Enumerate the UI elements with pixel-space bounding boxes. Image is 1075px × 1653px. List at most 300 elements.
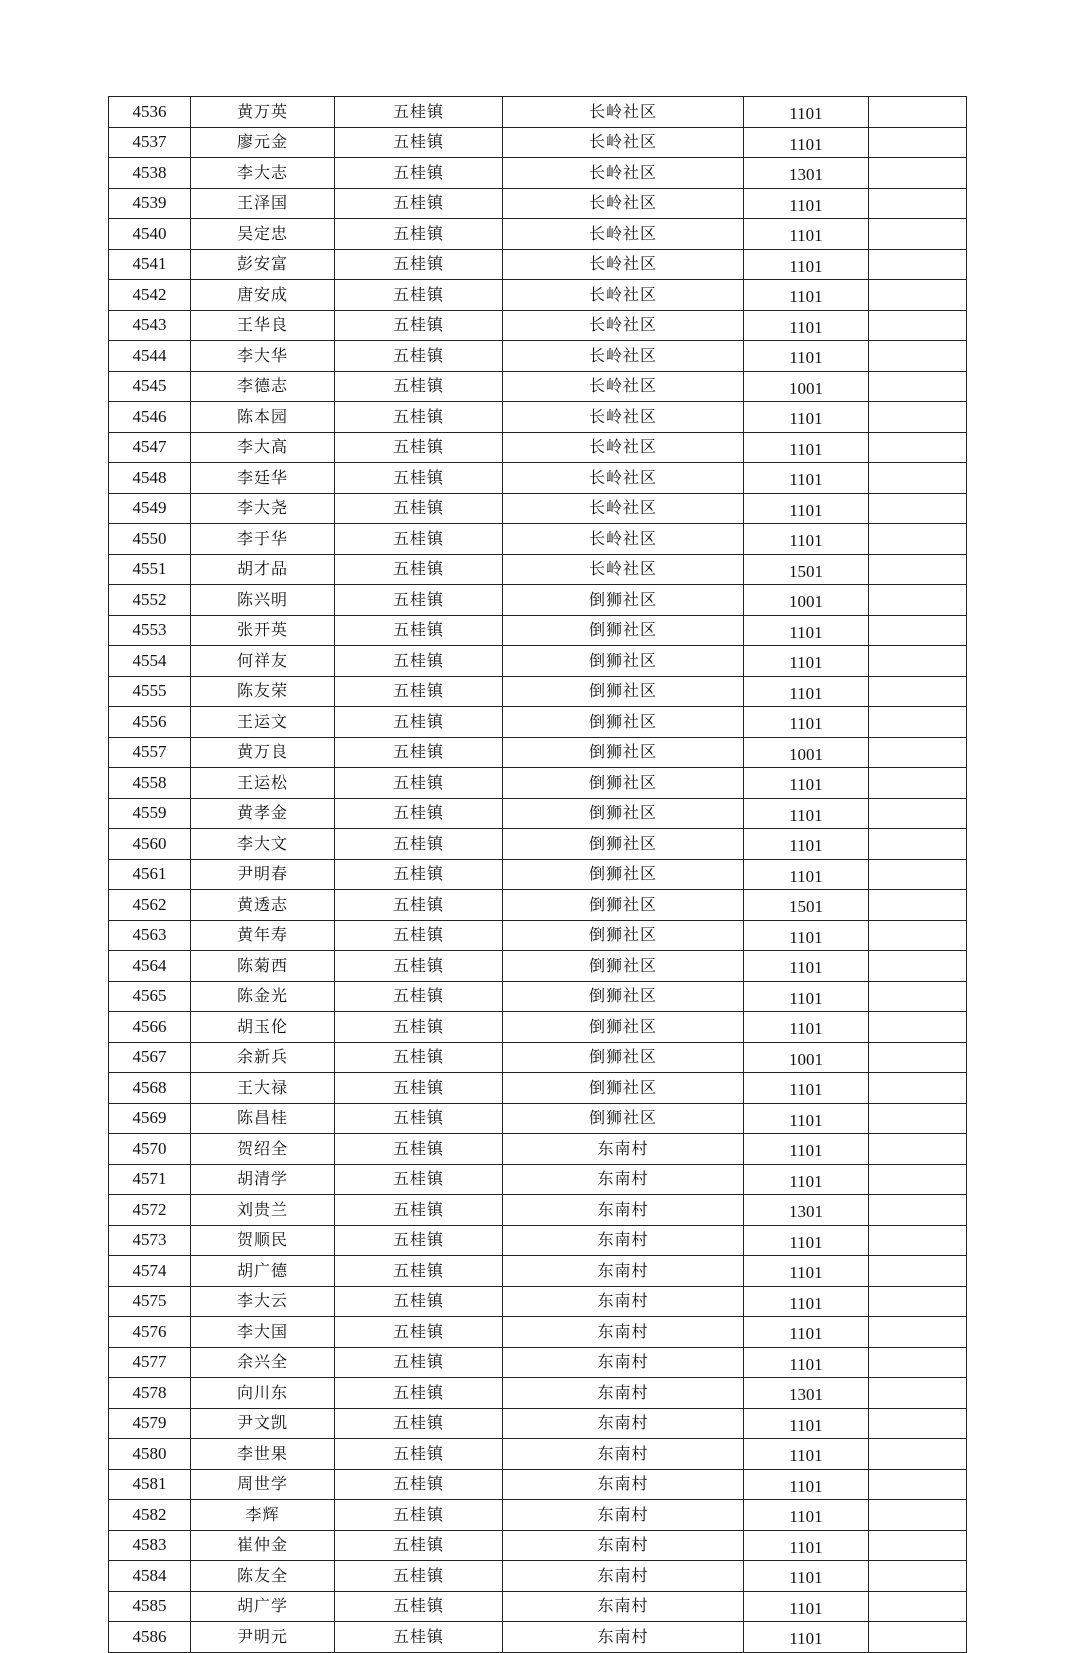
code-cell: 1301 xyxy=(744,1378,869,1409)
code-cell: 1101 xyxy=(744,1225,869,1256)
code-cell: 1501 xyxy=(744,890,869,921)
table-row xyxy=(109,1042,967,1073)
town-cell: 五桂镇 xyxy=(335,920,503,951)
code-cell: 1101 xyxy=(744,463,869,494)
code-cell: 1001 xyxy=(744,737,869,768)
note-cell xyxy=(869,1378,967,1409)
community-cell: 倒狮社区 xyxy=(503,981,744,1012)
town-cell: 五桂镇 xyxy=(335,188,503,219)
table-row xyxy=(109,1073,967,1104)
town-cell: 五桂镇 xyxy=(335,127,503,158)
name-cell: 胡玉伦 xyxy=(191,1012,335,1043)
note-cell xyxy=(869,463,967,494)
note-cell xyxy=(869,1561,967,1592)
code-cell: 1101 xyxy=(744,97,869,128)
name-cell: 陈昌桂 xyxy=(191,1103,335,1134)
town-cell: 五桂镇 xyxy=(335,1622,503,1653)
code-cell: 1101 xyxy=(744,1439,869,1470)
row-number-cell: 4536 xyxy=(109,97,191,128)
name-cell: 周世学 xyxy=(191,1469,335,1500)
town-cell: 五桂镇 xyxy=(335,1530,503,1561)
row-number-cell: 4554 xyxy=(109,646,191,677)
town-cell: 五桂镇 xyxy=(335,371,503,402)
community-cell: 倒狮社区 xyxy=(503,951,744,982)
code-cell: 1101 xyxy=(744,1256,869,1287)
row-number-cell: 4549 xyxy=(109,493,191,524)
note-cell xyxy=(869,890,967,921)
town-cell: 五桂镇 xyxy=(335,951,503,982)
note-cell xyxy=(869,158,967,189)
note-cell xyxy=(869,676,967,707)
code-cell: 1101 xyxy=(744,1164,869,1195)
name-cell: 陈菊西 xyxy=(191,951,335,982)
note-cell xyxy=(869,1256,967,1287)
name-cell: 胡广学 xyxy=(191,1591,335,1622)
row-number-cell: 4584 xyxy=(109,1561,191,1592)
town-cell: 五桂镇 xyxy=(335,1225,503,1256)
name-cell: 黄年寿 xyxy=(191,920,335,951)
name-cell: 李廷华 xyxy=(191,463,335,494)
town-cell: 五桂镇 xyxy=(335,615,503,646)
name-cell: 向川东 xyxy=(191,1378,335,1409)
town-cell: 五桂镇 xyxy=(335,1378,503,1409)
name-cell: 王大禄 xyxy=(191,1073,335,1104)
table-row xyxy=(109,1347,967,1378)
community-cell: 倒狮社区 xyxy=(503,768,744,799)
note-cell xyxy=(869,280,967,311)
town-cell: 五桂镇 xyxy=(335,1469,503,1500)
note-cell xyxy=(869,493,967,524)
row-number-cell: 4567 xyxy=(109,1042,191,1073)
row-number-cell: 4583 xyxy=(109,1530,191,1561)
community-cell: 倒狮社区 xyxy=(503,920,744,951)
table-row xyxy=(109,158,967,189)
community-cell: 倒狮社区 xyxy=(503,1012,744,1043)
name-cell: 李于华 xyxy=(191,524,335,555)
table-row xyxy=(109,1561,967,1592)
town-cell: 五桂镇 xyxy=(335,798,503,829)
town-cell: 五桂镇 xyxy=(335,768,503,799)
table-row xyxy=(109,1591,967,1622)
code-cell: 1101 xyxy=(744,1103,869,1134)
code-cell: 1101 xyxy=(744,249,869,280)
community-cell: 倒狮社区 xyxy=(503,615,744,646)
row-number-cell: 4576 xyxy=(109,1317,191,1348)
table-row xyxy=(109,798,967,829)
name-cell: 廖元金 xyxy=(191,127,335,158)
code-cell: 1101 xyxy=(744,1134,869,1165)
table-row xyxy=(109,1195,967,1226)
row-number-cell: 4537 xyxy=(109,127,191,158)
name-cell: 黄透志 xyxy=(191,890,335,921)
row-number-cell: 4574 xyxy=(109,1256,191,1287)
row-number-cell: 4566 xyxy=(109,1012,191,1043)
community-cell: 东南村 xyxy=(503,1408,744,1439)
table-row xyxy=(109,524,967,555)
community-cell: 倒狮社区 xyxy=(503,676,744,707)
town-cell: 五桂镇 xyxy=(335,676,503,707)
name-cell: 崔仲金 xyxy=(191,1530,335,1561)
note-cell xyxy=(869,371,967,402)
code-cell: 1101 xyxy=(744,1073,869,1104)
table-row xyxy=(109,310,967,341)
row-number-cell: 4563 xyxy=(109,920,191,951)
name-cell: 尹明春 xyxy=(191,859,335,890)
row-number-cell: 4546 xyxy=(109,402,191,433)
town-cell: 五桂镇 xyxy=(335,1408,503,1439)
table-row xyxy=(109,737,967,768)
code-cell: 1101 xyxy=(744,1408,869,1439)
table-row xyxy=(109,1530,967,1561)
row-number-cell: 4558 xyxy=(109,768,191,799)
name-cell: 黄万英 xyxy=(191,97,335,128)
note-cell xyxy=(869,1042,967,1073)
table-row xyxy=(109,646,967,677)
town-cell: 五桂镇 xyxy=(335,1195,503,1226)
community-cell: 倒狮社区 xyxy=(503,1103,744,1134)
row-number-cell: 4564 xyxy=(109,951,191,982)
code-cell: 1101 xyxy=(744,341,869,372)
note-cell xyxy=(869,127,967,158)
name-cell: 李辉 xyxy=(191,1500,335,1531)
note-cell xyxy=(869,1164,967,1195)
table-row xyxy=(109,1256,967,1287)
table-row xyxy=(109,1408,967,1439)
name-cell: 唐安成 xyxy=(191,280,335,311)
code-cell: 1101 xyxy=(744,798,869,829)
table-row xyxy=(109,585,967,616)
table-row xyxy=(109,676,967,707)
town-cell: 五桂镇 xyxy=(335,737,503,768)
name-cell: 王泽国 xyxy=(191,188,335,219)
name-cell: 余兴全 xyxy=(191,1347,335,1378)
name-cell: 贺绍全 xyxy=(191,1134,335,1165)
name-cell: 李大文 xyxy=(191,829,335,860)
table-row xyxy=(109,280,967,311)
note-cell xyxy=(869,1103,967,1134)
table-row xyxy=(109,249,967,280)
row-number-cell: 4550 xyxy=(109,524,191,555)
code-cell: 1101 xyxy=(744,1012,869,1043)
code-cell: 1101 xyxy=(744,1591,869,1622)
note-cell xyxy=(869,1134,967,1165)
note-cell xyxy=(869,432,967,463)
row-number-cell: 4577 xyxy=(109,1347,191,1378)
name-cell: 张开英 xyxy=(191,615,335,646)
town-cell: 五桂镇 xyxy=(335,1164,503,1195)
name-cell: 胡清学 xyxy=(191,1164,335,1195)
community-cell: 东南村 xyxy=(503,1561,744,1592)
community-cell: 倒狮社区 xyxy=(503,798,744,829)
community-cell: 东南村 xyxy=(503,1134,744,1165)
row-number-cell: 4575 xyxy=(109,1286,191,1317)
table-row xyxy=(109,615,967,646)
community-cell: 东南村 xyxy=(503,1622,744,1653)
name-cell: 何祥友 xyxy=(191,646,335,677)
note-cell xyxy=(869,341,967,372)
table-row xyxy=(109,402,967,433)
row-number-cell: 4582 xyxy=(109,1500,191,1531)
town-cell: 五桂镇 xyxy=(335,1500,503,1531)
name-cell: 黄孝金 xyxy=(191,798,335,829)
note-cell xyxy=(869,859,967,890)
note-cell xyxy=(869,646,967,677)
table-row xyxy=(109,1286,967,1317)
town-cell: 五桂镇 xyxy=(335,97,503,128)
row-number-cell: 4548 xyxy=(109,463,191,494)
town-cell: 五桂镇 xyxy=(335,1103,503,1134)
community-cell: 东南村 xyxy=(503,1347,744,1378)
code-cell: 1101 xyxy=(744,615,869,646)
row-number-cell: 4547 xyxy=(109,432,191,463)
community-cell: 长岭社区 xyxy=(503,493,744,524)
town-cell: 五桂镇 xyxy=(335,249,503,280)
row-number-cell: 4578 xyxy=(109,1378,191,1409)
name-cell: 李大高 xyxy=(191,432,335,463)
table-row xyxy=(109,1317,967,1348)
community-cell: 东南村 xyxy=(503,1378,744,1409)
name-cell: 陈友全 xyxy=(191,1561,335,1592)
table-row xyxy=(109,371,967,402)
code-cell: 1301 xyxy=(744,1195,869,1226)
name-cell: 陈本园 xyxy=(191,402,335,433)
code-cell: 1101 xyxy=(744,219,869,250)
roster-table xyxy=(108,96,967,1653)
community-cell: 东南村 xyxy=(503,1500,744,1531)
table-row xyxy=(109,554,967,585)
row-number-cell: 4570 xyxy=(109,1134,191,1165)
row-number-cell: 4539 xyxy=(109,188,191,219)
code-cell: 1501 xyxy=(744,554,869,585)
community-cell: 长岭社区 xyxy=(503,310,744,341)
name-cell: 陈友荣 xyxy=(191,676,335,707)
table-row xyxy=(109,1164,967,1195)
table-row xyxy=(109,219,967,250)
table-row xyxy=(109,432,967,463)
code-cell: 1101 xyxy=(744,1286,869,1317)
note-cell xyxy=(869,524,967,555)
row-number-cell: 4581 xyxy=(109,1469,191,1500)
row-number-cell: 4540 xyxy=(109,219,191,250)
code-cell: 1101 xyxy=(744,402,869,433)
note-cell xyxy=(869,768,967,799)
name-cell: 李大志 xyxy=(191,158,335,189)
code-cell: 1101 xyxy=(744,1317,869,1348)
row-number-cell: 4557 xyxy=(109,737,191,768)
note-cell xyxy=(869,1591,967,1622)
table-row xyxy=(109,97,967,128)
note-cell xyxy=(869,1408,967,1439)
name-cell: 黄万良 xyxy=(191,737,335,768)
note-cell xyxy=(869,1195,967,1226)
row-number-cell: 4569 xyxy=(109,1103,191,1134)
town-cell: 五桂镇 xyxy=(335,493,503,524)
row-number-cell: 4551 xyxy=(109,554,191,585)
code-cell: 1101 xyxy=(744,1469,869,1500)
community-cell: 长岭社区 xyxy=(503,97,744,128)
community-cell: 东南村 xyxy=(503,1286,744,1317)
table-row xyxy=(109,341,967,372)
note-cell xyxy=(869,188,967,219)
note-cell xyxy=(869,1439,967,1470)
town-cell: 五桂镇 xyxy=(335,524,503,555)
note-cell xyxy=(869,1347,967,1378)
code-cell: 1101 xyxy=(744,859,869,890)
town-cell: 五桂镇 xyxy=(335,585,503,616)
note-cell xyxy=(869,249,967,280)
name-cell: 李大华 xyxy=(191,341,335,372)
town-cell: 五桂镇 xyxy=(335,432,503,463)
row-number-cell: 4568 xyxy=(109,1073,191,1104)
code-cell: 1001 xyxy=(744,371,869,402)
name-cell: 胡广德 xyxy=(191,1256,335,1287)
community-cell: 倒狮社区 xyxy=(503,737,744,768)
town-cell: 五桂镇 xyxy=(335,554,503,585)
table-row xyxy=(109,829,967,860)
code-cell: 1101 xyxy=(744,310,869,341)
table-row xyxy=(109,463,967,494)
table-row xyxy=(109,1225,967,1256)
note-cell xyxy=(869,920,967,951)
community-cell: 长岭社区 xyxy=(503,280,744,311)
town-cell: 五桂镇 xyxy=(335,280,503,311)
row-number-cell: 4572 xyxy=(109,1195,191,1226)
name-cell: 尹明元 xyxy=(191,1622,335,1653)
code-cell: 1101 xyxy=(744,920,869,951)
code-cell: 1101 xyxy=(744,646,869,677)
row-number-cell: 4565 xyxy=(109,981,191,1012)
note-cell xyxy=(869,1469,967,1500)
community-cell: 倒狮社区 xyxy=(503,829,744,860)
town-cell: 五桂镇 xyxy=(335,1286,503,1317)
community-cell: 长岭社区 xyxy=(503,188,744,219)
name-cell: 陈兴明 xyxy=(191,585,335,616)
code-cell: 1101 xyxy=(744,1500,869,1531)
row-number-cell: 4585 xyxy=(109,1591,191,1622)
table-row xyxy=(109,1439,967,1470)
name-cell: 陈金光 xyxy=(191,981,335,1012)
town-cell: 五桂镇 xyxy=(335,707,503,738)
row-number-cell: 4571 xyxy=(109,1164,191,1195)
community-cell: 东南村 xyxy=(503,1439,744,1470)
name-cell: 刘贵兰 xyxy=(191,1195,335,1226)
town-cell: 五桂镇 xyxy=(335,1591,503,1622)
row-number-cell: 4586 xyxy=(109,1622,191,1653)
town-cell: 五桂镇 xyxy=(335,1256,503,1287)
row-number-cell: 4542 xyxy=(109,280,191,311)
row-number-cell: 4552 xyxy=(109,585,191,616)
row-number-cell: 4580 xyxy=(109,1439,191,1470)
code-cell: 1101 xyxy=(744,951,869,982)
code-cell: 1101 xyxy=(744,676,869,707)
town-cell: 五桂镇 xyxy=(335,310,503,341)
community-cell: 长岭社区 xyxy=(503,554,744,585)
town-cell: 五桂镇 xyxy=(335,1439,503,1470)
note-cell xyxy=(869,615,967,646)
community-cell: 东南村 xyxy=(503,1256,744,1287)
community-cell: 长岭社区 xyxy=(503,371,744,402)
row-number-cell: 4555 xyxy=(109,676,191,707)
row-number-cell: 4543 xyxy=(109,310,191,341)
name-cell: 李大尧 xyxy=(191,493,335,524)
name-cell: 王华良 xyxy=(191,310,335,341)
name-cell: 贺顺民 xyxy=(191,1225,335,1256)
community-cell: 东南村 xyxy=(503,1469,744,1500)
town-cell: 五桂镇 xyxy=(335,646,503,677)
table-row xyxy=(109,1103,967,1134)
table-row xyxy=(109,493,967,524)
table-row xyxy=(109,859,967,890)
community-cell: 东南村 xyxy=(503,1530,744,1561)
community-cell: 东南村 xyxy=(503,1195,744,1226)
code-cell: 1101 xyxy=(744,1561,869,1592)
town-cell: 五桂镇 xyxy=(335,859,503,890)
code-cell: 1101 xyxy=(744,188,869,219)
note-cell xyxy=(869,829,967,860)
note-cell xyxy=(869,219,967,250)
community-cell: 长岭社区 xyxy=(503,158,744,189)
name-cell: 王运松 xyxy=(191,768,335,799)
town-cell: 五桂镇 xyxy=(335,219,503,250)
community-cell: 倒狮社区 xyxy=(503,890,744,921)
community-cell: 东南村 xyxy=(503,1225,744,1256)
note-cell xyxy=(869,1225,967,1256)
town-cell: 五桂镇 xyxy=(335,1042,503,1073)
code-cell: 1301 xyxy=(744,158,869,189)
code-cell: 1101 xyxy=(744,1347,869,1378)
name-cell: 李大云 xyxy=(191,1286,335,1317)
table-row xyxy=(109,1378,967,1409)
row-number-cell: 4579 xyxy=(109,1408,191,1439)
community-cell: 长岭社区 xyxy=(503,127,744,158)
table-row xyxy=(109,768,967,799)
town-cell: 五桂镇 xyxy=(335,890,503,921)
note-cell xyxy=(869,707,967,738)
row-number-cell: 4560 xyxy=(109,829,191,860)
note-cell xyxy=(869,798,967,829)
name-cell: 李大国 xyxy=(191,1317,335,1348)
table-row xyxy=(109,981,967,1012)
code-cell: 1101 xyxy=(744,981,869,1012)
note-cell xyxy=(869,554,967,585)
table-row xyxy=(109,1469,967,1500)
code-cell: 1101 xyxy=(744,1622,869,1653)
community-cell: 长岭社区 xyxy=(503,463,744,494)
note-cell xyxy=(869,737,967,768)
code-cell: 1001 xyxy=(744,1042,869,1073)
town-cell: 五桂镇 xyxy=(335,1347,503,1378)
code-cell: 1101 xyxy=(744,524,869,555)
community-cell: 倒狮社区 xyxy=(503,646,744,677)
community-cell: 长岭社区 xyxy=(503,219,744,250)
town-cell: 五桂镇 xyxy=(335,341,503,372)
table-row xyxy=(109,1012,967,1043)
code-cell: 1101 xyxy=(744,432,869,463)
code-cell: 1001 xyxy=(744,585,869,616)
community-cell: 倒狮社区 xyxy=(503,585,744,616)
town-cell: 五桂镇 xyxy=(335,981,503,1012)
note-cell xyxy=(869,97,967,128)
town-cell: 五桂镇 xyxy=(335,1561,503,1592)
name-cell: 胡才品 xyxy=(191,554,335,585)
town-cell: 五桂镇 xyxy=(335,158,503,189)
note-cell xyxy=(869,1012,967,1043)
name-cell: 尹文凯 xyxy=(191,1408,335,1439)
note-cell xyxy=(869,310,967,341)
community-cell: 长岭社区 xyxy=(503,524,744,555)
table-row xyxy=(109,188,967,219)
code-cell: 1101 xyxy=(744,280,869,311)
